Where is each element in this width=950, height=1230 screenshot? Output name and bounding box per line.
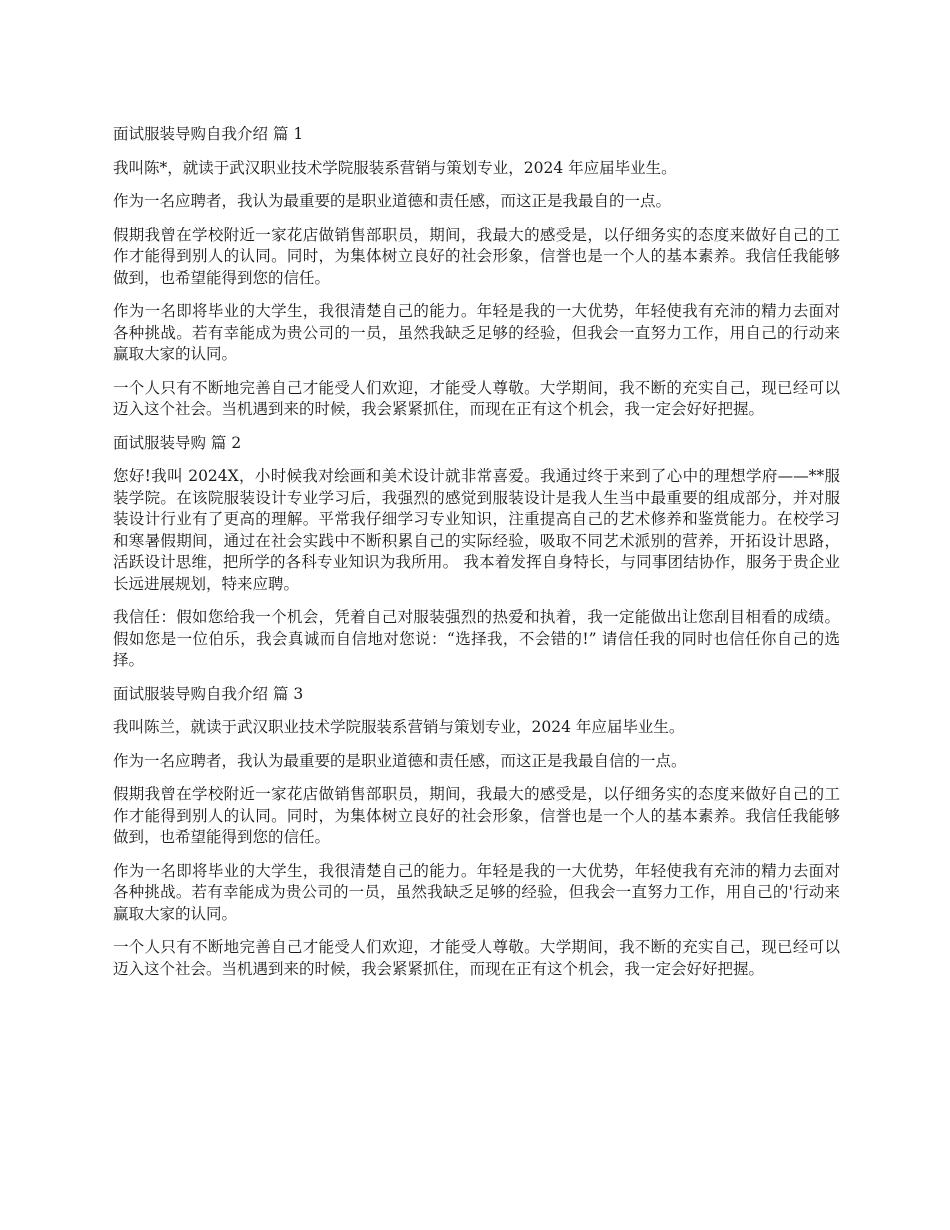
paragraph: 假期我曾在学校附近一家花店做销售部职员，期间，我最大的感受是，以仔细务实的态度来做好自己的工作才能得到别人的认同。同时，为集体树立良好的社会形象，信誉也是一个人的基本素养。我信任我能够做到，也希望能得到您的信任。 bbox=[113, 785, 840, 846]
section-title: 面试服装导购自我介绍 篇 3 bbox=[113, 684, 304, 703]
paragraph: 作为一名即将毕业的大学生，我很清楚自己的能力。年轻是我的一大优势，年轻使我有充沛的精力去面对各种挑战。若有幸能成为贵公司的一员，虽然我缺乏足够的经验，但我会一直努力工作，用自己的'行动来赢取大家的认同。 bbox=[113, 861, 840, 923]
paragraph: 我叫陈*，就读于武汉职业技术学院服装系营销与策划专业，2024 年应届毕业生。 bbox=[113, 158, 677, 177]
paragraph: 一个人只有不断地完善自己才能受人们欢迎，才能受人尊敬。大学期间，我不断的充实自己，现已经可以迈入这个社会。当机遇到来的时候，我会紧紧抓住，而现在正有这个机会，我一定会好好把握。 bbox=[113, 938, 840, 978]
section-title: 面试服装导购 篇 2 bbox=[113, 433, 242, 452]
paragraph: 我信任：假如您给我一个机会，凭着自己对服装强烈的热爱和执着，我一定能做出让您刮目相看的成绩。 假如您是一位伯乐，我会真诚而自信地对您说：“选择我，不会错的!” 请信任我的同时也信任你自己的选择。 bbox=[113, 608, 840, 669]
paragraph: 一个人只有不断地完善自己才能受人们欢迎，才能受人尊敬。大学期间，我不断的充实自己，现已经可以迈入这个社会。当机遇到来的时候，我会紧紧抓住，而现在正有这个机会，我一定会好好把握。 bbox=[113, 378, 840, 418]
paragraph: 我叫陈兰，就读于武汉职业技术学院服装系营销与策划专业，2024 年应届毕业生。 bbox=[113, 718, 685, 736]
document-body bbox=[113, 124, 840, 992]
paragraph: 作为一名应聘者，我认为最重要的是职业道德和责任感，而这正是我最自的一点。 bbox=[113, 192, 672, 210]
section-title: 面试服装导购自我介绍 篇 1 bbox=[113, 125, 304, 143]
paragraph: 作为一名即将毕业的大学生，我很清楚自己的能力。年轻是我的一大优势，年轻使我有充沛的精力去面对各种挑战。若有幸能成为贵公司的一员，虽然我缺乏足够的经验，但我会一直努力工作，用自己的行动来赢取大家的认同。 bbox=[113, 302, 840, 363]
paragraph: 作为一名应聘者，我认为最重要的是职业道德和责任感，而这正是我最自信的一点。 bbox=[113, 751, 687, 770]
paragraph: 您好!我叫 2024X，小时候我对绘画和美术设计就非常喜爱。我通过终于来到了心中的理想学府——**服装学院。在该院服装设计专业学习后，我强烈的感觉到服装设计是我人生当中最重要的组成部分，并对服装设计行业有了更高的理解。平常我仔细学习专业知识，注重提高自己的艺术修养和鉴赏能力。在校学习和寒暑假期间，通过在社会实践中不断积累自己的实际经验，吸取不同艺术派别的营养，开拓设计思路，活跃设计思维，把所学的各科专业知识为我所用。 我本着发挥自身特长，与同事团结协作，服务于贵企业长远进展规划，特来应聘。 bbox=[113, 467, 840, 593]
paragraph: 假期我曾在学校附近一家花店做销售部职员，期间，我最大的感受是，以仔细务实的态度来做好自己的工作才能得到别人的认同。同时，为集体树立良好的社会形象，信誉也是一个人的基本素养。我信任我能够做到，也希望能得到您的信任。 bbox=[113, 225, 840, 287]
